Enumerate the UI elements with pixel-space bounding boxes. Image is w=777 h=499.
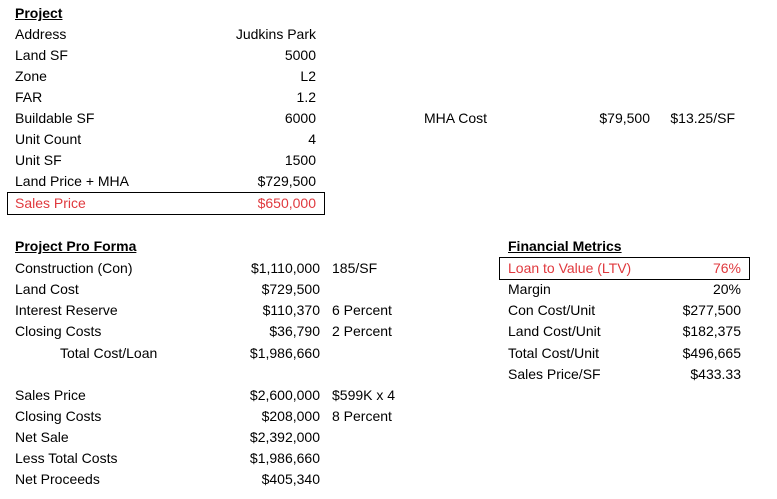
project-value-land-price-mha: $729,500 [257,173,316,189]
metrics-value-total-cost-unit: $496,665 [682,345,741,361]
project-value-zone: L2 [300,68,316,84]
sale-label-net-proceeds: Net Proceeds [15,471,100,487]
pro-forma-label-land-cost: Land Cost [15,281,79,297]
pro-forma-value-closing-costs: $36,790 [269,323,320,339]
mha-cost-label: MHA Cost [424,110,488,126]
project-label-unit-sf: Unit SF [15,152,62,168]
pro-forma-value-total-cost-loan: $1,986,660 [249,345,320,361]
sale-note-closing-costs: 8 Percent [332,408,392,424]
sale-value-closing-costs: $208,000 [261,408,320,424]
sale-label-less-total-costs: Less Total Costs [15,450,118,466]
metrics-value-land-cost-unit: $182,375 [682,323,741,339]
metrics-value-margin: 20% [712,281,741,297]
mha-cost-value: $79,500 [599,110,650,126]
metrics-label-land-cost-unit: Land Cost/Unit [508,323,601,339]
project-value-address: Judkins Park [235,26,316,42]
sale-label-net-sale: Net Sale [15,429,69,445]
metrics-label-sales-price-sf: Sales Price/SF [508,366,601,382]
sale-note-sales-price: $599K x 4 [332,387,396,403]
mha-cost-per-sf: $13.25/SF [670,110,735,126]
project-value-unit-count: 4 [308,131,316,147]
project-label-unit-count: Unit Count [15,131,82,147]
project-heading: Project [15,5,63,21]
sale-value-net-sale: $2,392,000 [249,429,320,445]
metrics-label-ltv: Loan to Value (LTV) [508,260,632,276]
pro-forma-note-interest-reserve: 6 Percent [332,302,392,318]
project-label-land-price-mha: Land Price + MHA [15,173,129,189]
metrics-value-con-cost-unit: $277,500 [682,302,741,318]
metrics-label-margin: Margin [508,281,551,297]
pro-forma-value-construction: $1,110,000 [250,260,320,276]
pro-forma-label-interest-reserve: Interest Reserve [15,302,118,318]
sale-label-closing-costs: Closing Costs [15,408,102,424]
project-label-buildable-sf: Buildable SF [15,110,95,126]
metrics-heading: Financial Metrics [508,238,622,254]
project-value-unit-sf: 1500 [284,152,316,168]
pro-forma-label-closing-costs: Closing Costs [15,323,102,339]
project-label-address: Address [15,26,67,42]
sale-value-net-proceeds: $405,340 [261,471,320,487]
project-label-zone: Zone [15,68,47,84]
metrics-label-total-cost-unit: Total Cost/Unit [508,345,600,361]
project-value-land-sf: 5000 [284,47,316,63]
pro-forma-note-closing-costs: 2 Percent [332,323,392,339]
pro-forma-label-total-cost-loan: Total Cost/Loan [60,345,158,361]
metrics-label-con-cost-unit: Con Cost/Unit [508,302,596,318]
sale-value-less-total-costs: $1,986,660 [249,450,320,466]
metrics-value-ltv: 76% [712,260,741,276]
pro-forma-heading: Project Pro Forma [15,238,137,254]
project-value-buildable-sf: 6000 [284,110,316,126]
pro-forma-value-land-cost: $729,500 [261,281,320,297]
sale-label-sales-price: Sales Price [15,387,86,403]
project-value-far: 1.2 [296,89,316,105]
pro-forma-value-interest-reserve: $110,370 [262,302,320,318]
metrics-value-sales-price-sf: $433.33 [690,366,741,382]
project-label-far: FAR [15,89,43,105]
project-value-sales-price: $650,000 [257,195,316,211]
pro-forma-label-construction: Construction (Con) [15,260,133,276]
project-label-land-sf: Land SF [15,47,68,63]
project-label-sales-price: Sales Price [15,195,86,211]
pro-forma-note-construction: 185/SF [332,260,378,276]
sale-value-sales-price: $2,600,000 [249,387,320,403]
